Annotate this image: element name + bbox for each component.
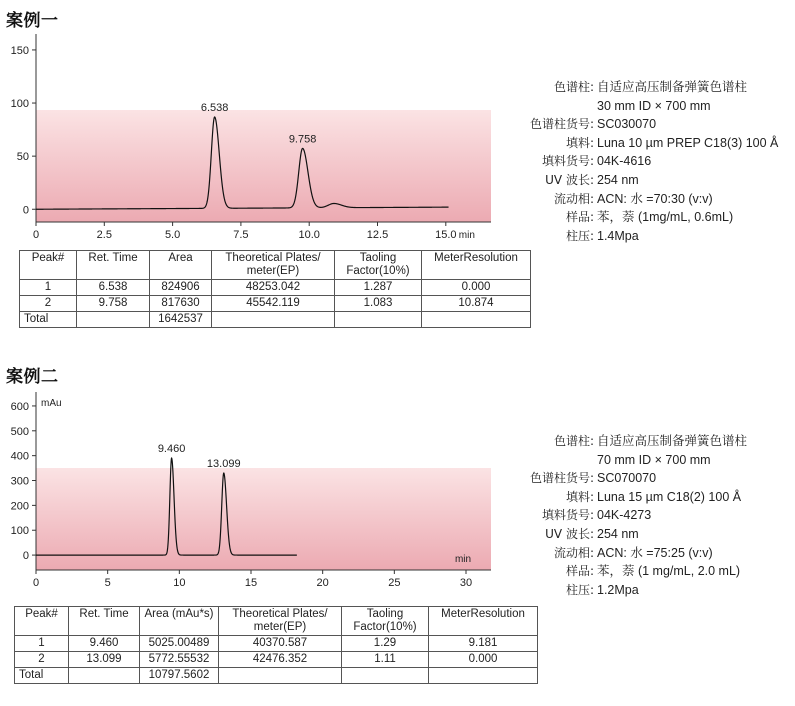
condition-label: 流动相:: [553, 545, 594, 560]
condition-label: [516, 97, 594, 116]
table-cell: 817630: [150, 296, 212, 312]
table-cell: Total: [15, 668, 69, 684]
x-tick-label: 0: [32, 229, 40, 241]
table-cell: 1: [15, 636, 69, 652]
peak-label: 9.460: [157, 443, 186, 456]
table-row: [15, 652, 538, 668]
table-row: [15, 636, 538, 652]
x-tick-label: 5.0: [164, 229, 181, 241]
condition-value: 04K-4273: [597, 508, 652, 523]
condition-row: [516, 227, 778, 246]
table-cell: 9.181: [429, 636, 538, 652]
x-tick-label: 7.5: [233, 229, 249, 241]
y-tick-label: 0: [22, 550, 29, 563]
y-tick-label: 300: [10, 475, 29, 488]
condition-value: 1.2Mpa: [597, 582, 639, 597]
table-cell: [342, 668, 429, 684]
column-header: Ret. Time: [69, 607, 140, 636]
condition-value: 254 nm: [597, 526, 639, 541]
y-tick-label: 150: [10, 44, 29, 57]
table-cell: 1.083: [335, 296, 422, 312]
condition-label: 填料货号:: [541, 508, 594, 523]
condition-value: Luna 10 µm PREP C18(3) 100 Å: [597, 135, 779, 150]
condition-row: [516, 134, 778, 153]
column-header: Theoretical Plates/ meter(EP): [219, 607, 342, 636]
condition-row: [516, 97, 778, 116]
table-cell: Total: [20, 312, 77, 328]
condition-row: [516, 171, 778, 190]
condition-value: 1.4Mpa: [597, 228, 639, 243]
table-row: [15, 668, 538, 684]
condition-label: 样品:: [565, 564, 594, 579]
condition-label: 填料:: [565, 489, 594, 504]
condition-label: [516, 451, 594, 470]
table-cell: 5025.00489: [140, 636, 219, 652]
condition-row: [516, 562, 747, 581]
column-header: Theoretical Plates/ meter(EP): [212, 251, 335, 280]
condition-label: 样品:: [565, 210, 594, 225]
table-cell: 0.000: [429, 652, 538, 668]
condition-value: 04K-4616: [597, 154, 652, 169]
y-tick-label: 200: [10, 500, 29, 513]
peak-label: 6.538: [200, 101, 229, 114]
condition-value: 70 mm ID × 700 mm: [597, 452, 711, 467]
table-cell: 1: [20, 280, 77, 296]
condition-row: [516, 78, 778, 97]
column-header: MeterResolution: [429, 607, 538, 636]
y-tick-label: 50: [16, 151, 29, 164]
table-cell: 1.11: [342, 652, 429, 668]
condition-row: [516, 506, 747, 525]
table-cell: 2: [15, 652, 69, 668]
condition-label: 流动相:: [553, 191, 594, 206]
table-cell: 0.000: [422, 280, 531, 296]
table-cell: 10.874: [422, 296, 531, 312]
x-tick-label: 30: [459, 577, 473, 589]
condition-row: [516, 190, 778, 209]
condition-label: 柱压:: [565, 228, 594, 243]
table-cell: [219, 668, 342, 684]
condition-value: 苯，萘 (1 mg/mL, 2.0 mL): [597, 564, 741, 579]
condition-value: ACN: 水 =70:30 (v:v): [597, 191, 713, 206]
table-cell: 6.538: [77, 280, 150, 296]
table-cell: 824906: [150, 280, 212, 296]
column-header: Taoling Factor(10%): [342, 607, 429, 636]
y-tick-label: 100: [10, 98, 29, 111]
column-header: Area (mAu*s): [140, 607, 219, 636]
condition-value: 自适应高压制备弹簧色谱柱: [597, 434, 748, 448]
condition-label: 色谱柱:: [553, 434, 594, 448]
table-cell: [429, 668, 538, 684]
x-tick-label: 15.0: [435, 229, 457, 241]
y-unit-label: mAu: [41, 398, 62, 409]
table-cell: 10797.5602: [140, 668, 219, 684]
table-cell: 40370.587: [219, 636, 342, 652]
table-header-row: [15, 607, 538, 636]
table-cell: 1642537: [150, 312, 212, 328]
condition-value: 30 mm ID × 700 mm: [597, 98, 711, 113]
condition-label: UV 波长:: [545, 526, 594, 541]
condition-label: 填料:: [565, 135, 594, 150]
condition-row: [516, 115, 778, 134]
condition-row: [516, 544, 747, 563]
y-tick-label: 400: [10, 450, 29, 463]
table-cell: 9.758: [77, 296, 150, 312]
condition-row: [516, 152, 778, 171]
condition-row: [516, 581, 747, 600]
condition-value: 苯，萘 (1mg/mL, 0.6mL): [597, 210, 734, 225]
table-cell: [69, 668, 140, 684]
y-tick-label: 100: [10, 525, 29, 538]
x-tick-label: 5: [104, 577, 111, 589]
condition-label: UV 波长:: [545, 172, 594, 187]
x-tick-label: 10: [173, 577, 186, 589]
peak-label: 9.758: [288, 133, 317, 146]
condition-value: SC030070: [597, 117, 657, 132]
condition-row: [516, 469, 747, 488]
x-tick-label: 15: [244, 577, 258, 589]
x-unit-label: min: [458, 230, 475, 241]
condition-value: Luna 15 µm C18(2) 100 Å: [597, 489, 742, 504]
condition-value: ACN: 水 =75:25 (v:v): [597, 545, 713, 560]
table-cell: 2: [20, 296, 77, 312]
y-tick-label: 0: [22, 204, 29, 217]
x-tick-label: 2.5: [96, 229, 112, 241]
x-tick-label: 10.0: [298, 229, 320, 241]
column-header: MeterResolution: [422, 251, 531, 280]
condition-label: 填料货号:: [541, 154, 594, 169]
x-unit-label: min: [454, 554, 472, 565]
conditions-2: [516, 432, 747, 599]
condition-label: 柱压:: [565, 582, 594, 597]
x-tick-label: 12.5: [366, 229, 389, 241]
condition-value: 自适应高压制备弹簧色谱柱: [597, 80, 748, 94]
x-tick-label: 25: [388, 577, 401, 589]
table-cell: 9.460: [69, 636, 140, 652]
table-cell: 13.099: [69, 652, 140, 668]
condition-row: [516, 451, 747, 470]
case-2-title: 案例二: [6, 367, 59, 387]
condition-label: 色谱柱货号:: [529, 471, 594, 486]
column-header: Ret. Time: [77, 251, 150, 280]
column-header: Area: [150, 251, 212, 280]
table-cell: 48253.042: [212, 280, 335, 296]
table-cell: 45542.119: [212, 296, 335, 312]
case-1-title: 案例一: [6, 11, 59, 31]
condition-value: SC070070: [597, 471, 657, 486]
column-header: Peak#: [20, 251, 77, 280]
conditions-1: [516, 78, 778, 245]
column-header: Taoling Factor(10%): [335, 251, 422, 280]
table-cell: 1.29: [342, 636, 429, 652]
table-cell: 42476.352: [219, 652, 342, 668]
condition-row: [516, 525, 747, 544]
x-tick-label: 0: [32, 577, 40, 589]
column-header: Peak#: [15, 607, 69, 636]
table-cell: 1.287: [335, 280, 422, 296]
y-tick-label: 500: [10, 425, 29, 438]
condition-label: 色谱柱货号:: [529, 117, 594, 132]
condition-row: [516, 208, 778, 227]
condition-row: [516, 488, 747, 507]
results-table-2: [14, 606, 538, 684]
y-tick-label: 600: [10, 400, 29, 413]
x-tick-label: 20: [316, 577, 329, 589]
condition-row: [516, 432, 747, 451]
condition-value: 254 nm: [597, 172, 639, 187]
condition-label: 色谱柱:: [553, 80, 594, 94]
table-cell: 5772.55532: [140, 652, 219, 668]
peak-label: 13.099: [206, 458, 241, 471]
